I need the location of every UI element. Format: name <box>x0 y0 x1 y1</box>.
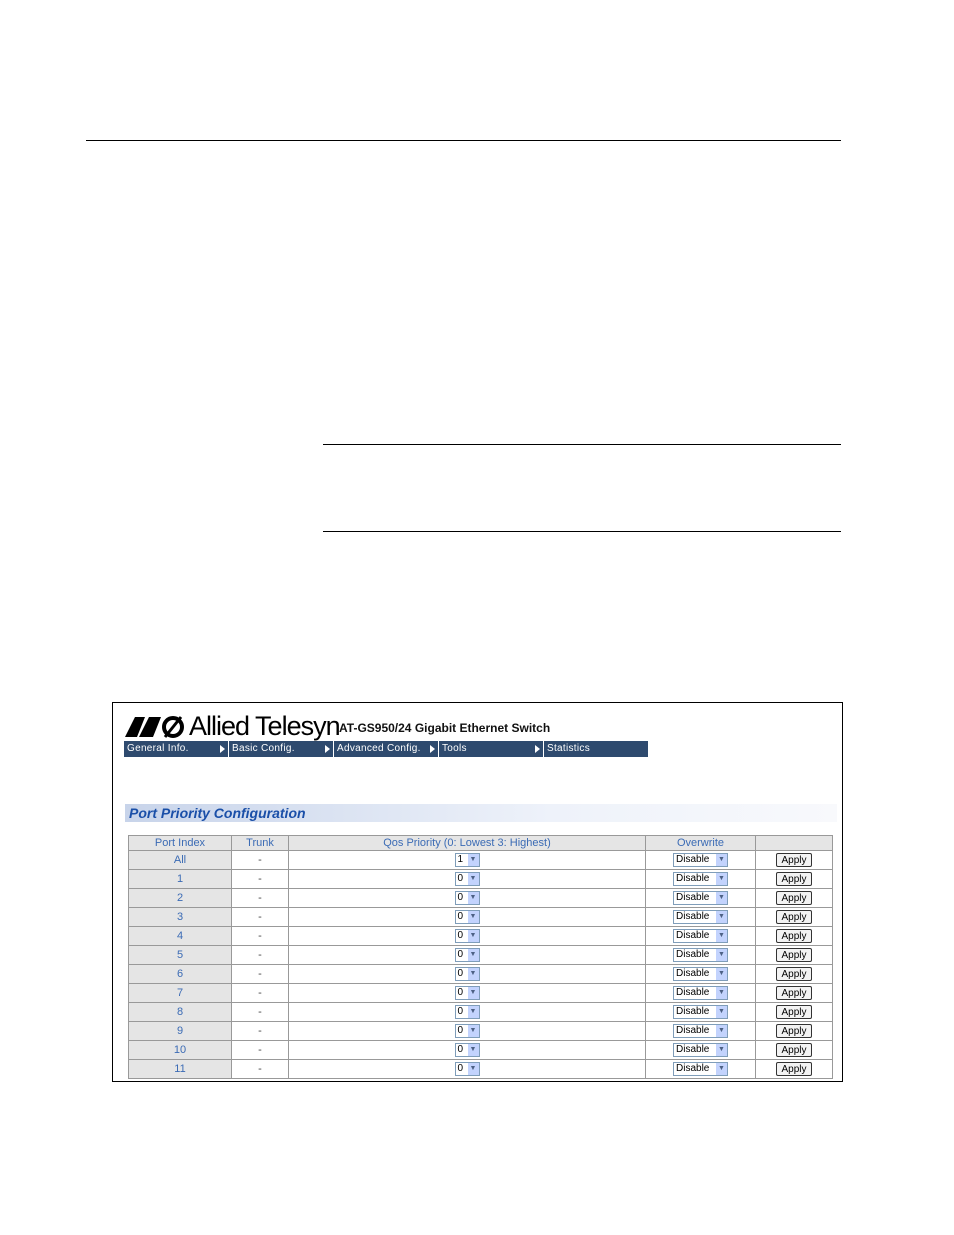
main-menu <box>124 741 649 757</box>
table-row <box>129 927 833 946</box>
apply-button[interactable]: Apply <box>776 967 811 981</box>
qos-priority-cell <box>289 1060 646 1079</box>
select-value: 1 <box>457 854 464 865</box>
qos-priority-select[interactable] <box>455 853 480 867</box>
apply-button[interactable]: Apply <box>776 891 811 905</box>
port-index-cell: 8 <box>129 1003 232 1022</box>
table-row <box>129 870 833 889</box>
qos-priority-select[interactable] <box>455 1043 480 1057</box>
chevron-down-icon[interactable]: ▼ <box>468 1063 479 1075</box>
port-index-cell: 3 <box>129 908 232 927</box>
port-index-cell: 7 <box>129 984 232 1003</box>
chevron-down-icon[interactable]: ▼ <box>716 968 727 980</box>
overwrite-select[interactable] <box>673 910 728 924</box>
select-value: 0 <box>457 1063 464 1074</box>
menu-basic-config[interactable] <box>229 741 333 757</box>
trunk-cell: - <box>232 927 289 946</box>
trunk-cell: - <box>232 965 289 984</box>
apply-cell <box>756 1022 833 1041</box>
chevron-down-icon[interactable]: ▼ <box>468 873 479 885</box>
brand-name: Allied Telesyn <box>189 711 340 741</box>
select-value: Disable <box>676 949 710 960</box>
qos-priority-cell <box>289 1041 646 1060</box>
qos-priority-cell <box>289 927 646 946</box>
chevron-down-icon[interactable]: ▼ <box>468 1044 479 1056</box>
select-value: Disable <box>676 987 710 998</box>
select-value: Disable <box>676 1025 710 1036</box>
select-value: Disable <box>676 892 710 903</box>
chevron-down-icon[interactable]: ▼ <box>716 1025 727 1037</box>
apply-button[interactable]: Apply <box>776 872 811 886</box>
apply-cell <box>756 1003 833 1022</box>
overwrite-cell <box>646 984 756 1003</box>
submenu-arrow-icon <box>430 745 435 753</box>
trunk-cell: - <box>232 984 289 1003</box>
model-name: AT-GS950/24 Gigabit Ethernet Switch <box>339 721 551 735</box>
overwrite-select[interactable] <box>673 853 728 867</box>
header-action <box>756 836 833 851</box>
overwrite-cell <box>646 908 756 927</box>
header-overwrite: Overwrite <box>646 836 756 851</box>
port-index-cell: 5 <box>129 946 232 965</box>
port-index-cell: 9 <box>129 1022 232 1041</box>
port-index-cell: 4 <box>129 927 232 946</box>
header-qos-priority: Qos Priority (0: Lowest 3: Highest) <box>289 836 646 851</box>
table-body <box>129 851 833 1079</box>
overwrite-cell <box>646 870 756 889</box>
port-index-cell: 10 <box>129 1041 232 1060</box>
menu-general-info[interactable] <box>124 741 228 757</box>
qos-priority-cell <box>289 851 646 870</box>
apply-cell <box>756 870 833 889</box>
chevron-down-icon[interactable]: ▼ <box>716 987 727 999</box>
chevron-down-icon[interactable]: ▼ <box>716 930 727 942</box>
port-index-cell: 1 <box>129 870 232 889</box>
menu-label: Statistics <box>547 743 591 754</box>
trunk-cell: - <box>232 1022 289 1041</box>
apply-button[interactable]: Apply <box>776 1005 811 1019</box>
select-value: Disable <box>676 854 710 865</box>
overwrite-cell <box>646 889 756 908</box>
table-row <box>129 984 833 1003</box>
overwrite-select[interactable] <box>673 1024 728 1038</box>
qos-priority-cell <box>289 965 646 984</box>
port-index-cell: 2 <box>129 889 232 908</box>
chevron-down-icon[interactable]: ▼ <box>716 911 727 923</box>
qos-priority-cell <box>289 870 646 889</box>
chevron-down-icon[interactable]: ▼ <box>468 892 479 904</box>
select-value: Disable <box>676 1006 710 1017</box>
overwrite-cell <box>646 965 756 984</box>
qos-priority-cell <box>289 946 646 965</box>
chevron-down-icon[interactable]: ▼ <box>716 949 727 961</box>
select-value: 0 <box>457 911 464 922</box>
menu-label: General Info. <box>127 743 189 754</box>
port-index-cell: All <box>129 851 232 870</box>
select-value: 0 <box>457 1006 464 1017</box>
select-value: 0 <box>457 873 464 884</box>
overwrite-select[interactable] <box>673 891 728 905</box>
chevron-down-icon[interactable]: ▼ <box>468 987 479 999</box>
menu-tools[interactable] <box>439 741 543 757</box>
qos-priority-select[interactable] <box>455 1005 480 1019</box>
select-value: Disable <box>676 873 710 884</box>
overwrite-select[interactable] <box>673 1005 728 1019</box>
apply-cell <box>756 946 833 965</box>
overwrite-cell <box>646 946 756 965</box>
chevron-down-icon[interactable]: ▼ <box>468 949 479 961</box>
select-value: 0 <box>457 968 464 979</box>
qos-priority-select[interactable] <box>455 891 480 905</box>
table-row <box>129 965 833 984</box>
qos-priority-select[interactable] <box>455 872 480 886</box>
port-index-cell: 11 <box>129 1060 232 1079</box>
apply-button[interactable]: Apply <box>776 853 811 867</box>
screenshot-frame <box>112 702 843 1082</box>
select-value: 0 <box>457 987 464 998</box>
menu-statistics[interactable] <box>544 741 648 757</box>
trunk-cell: - <box>232 870 289 889</box>
header-trunk: Trunk <box>232 836 289 851</box>
overwrite-cell <box>646 851 756 870</box>
trunk-cell: - <box>232 908 289 927</box>
overwrite-select[interactable] <box>673 967 728 981</box>
page-title: Port Priority Configuration <box>125 804 837 822</box>
qos-priority-cell <box>289 1022 646 1041</box>
submenu-arrow-icon <box>535 745 540 753</box>
table-row <box>129 1003 833 1022</box>
apply-cell <box>756 889 833 908</box>
qos-priority-cell <box>289 984 646 1003</box>
table-row <box>129 851 833 870</box>
note-rule-top <box>323 444 841 445</box>
select-value: 0 <box>457 892 464 903</box>
header-port-index: Port Index <box>129 836 232 851</box>
chevron-down-icon[interactable]: ▼ <box>716 1063 727 1075</box>
table-row <box>129 1041 833 1060</box>
overwrite-select[interactable] <box>673 929 728 943</box>
select-value: 0 <box>457 949 464 960</box>
chevron-down-icon[interactable]: ▼ <box>468 911 479 923</box>
select-value: Disable <box>676 930 710 941</box>
table-row <box>129 1022 833 1041</box>
overwrite-select[interactable] <box>673 1062 728 1076</box>
overwrite-cell <box>646 927 756 946</box>
select-value: Disable <box>676 1063 710 1074</box>
menu-label: Tools <box>442 743 467 754</box>
table-row <box>129 889 833 908</box>
trunk-cell: - <box>232 851 289 870</box>
chevron-down-icon[interactable]: ▼ <box>468 1006 479 1018</box>
table-row <box>129 1060 833 1079</box>
chevron-down-icon[interactable]: ▼ <box>716 892 727 904</box>
apply-button[interactable]: Apply <box>776 1024 811 1038</box>
select-value: 0 <box>457 1044 464 1055</box>
qos-priority-cell <box>289 1003 646 1022</box>
select-value: 0 <box>457 1025 464 1036</box>
chevron-down-icon[interactable]: ▼ <box>716 854 727 866</box>
chevron-down-icon[interactable]: ▼ <box>468 968 479 980</box>
apply-cell <box>756 984 833 1003</box>
overwrite-cell <box>646 1041 756 1060</box>
chevron-down-icon[interactable]: ▼ <box>716 873 727 885</box>
overwrite-select[interactable] <box>673 948 728 962</box>
overwrite-select[interactable] <box>673 872 728 886</box>
chevron-down-icon[interactable]: ▼ <box>468 930 479 942</box>
table-header-row <box>129 836 833 851</box>
qos-priority-cell <box>289 889 646 908</box>
table-row <box>129 908 833 927</box>
note-rule-bottom <box>323 531 841 532</box>
trunk-cell: - <box>232 889 289 908</box>
select-value: Disable <box>676 968 710 979</box>
chevron-down-icon[interactable]: ▼ <box>716 1006 727 1018</box>
apply-button[interactable]: Apply <box>776 929 811 943</box>
table-row <box>129 946 833 965</box>
menu-label: Basic Config. <box>232 743 295 754</box>
overwrite-cell <box>646 1060 756 1079</box>
trunk-cell: - <box>232 1060 289 1079</box>
logo-mark-icon <box>125 715 185 739</box>
qos-priority-select[interactable] <box>455 986 480 1000</box>
apply-cell <box>756 1060 833 1079</box>
port-priority-table <box>128 835 833 1079</box>
overwrite-cell <box>646 1022 756 1041</box>
qos-priority-cell <box>289 908 646 927</box>
trunk-cell: - <box>232 946 289 965</box>
menu-label: Advanced Config. <box>337 743 421 754</box>
submenu-arrow-icon <box>325 745 330 753</box>
overwrite-select[interactable] <box>673 986 728 1000</box>
menu-advanced-config[interactable] <box>334 741 438 757</box>
trunk-cell: - <box>232 1003 289 1022</box>
apply-button[interactable]: Apply <box>776 986 811 1000</box>
apply-cell <box>756 927 833 946</box>
apply-button[interactable]: Apply <box>776 948 811 962</box>
qos-priority-select[interactable] <box>455 910 480 924</box>
apply-cell <box>756 965 833 984</box>
submenu-arrow-icon <box>220 745 225 753</box>
qos-priority-select[interactable] <box>455 929 480 943</box>
chevron-down-icon[interactable]: ▼ <box>468 1025 479 1037</box>
overwrite-select[interactable] <box>673 1043 728 1057</box>
port-index-cell: 6 <box>129 965 232 984</box>
chevron-down-icon[interactable]: ▼ <box>716 1044 727 1056</box>
overwrite-cell <box>646 1003 756 1022</box>
trunk-cell: - <box>232 1041 289 1060</box>
qos-priority-select[interactable] <box>455 1024 480 1038</box>
qos-priority-select[interactable] <box>455 948 480 962</box>
qos-priority-select[interactable] <box>455 1062 480 1076</box>
apply-button[interactable]: Apply <box>776 1062 811 1076</box>
chevron-down-icon[interactable]: ▼ <box>468 854 479 866</box>
top-rule <box>86 140 841 141</box>
select-value: 0 <box>457 930 464 941</box>
apply-button[interactable]: Apply <box>776 1043 811 1057</box>
select-value: Disable <box>676 1044 710 1055</box>
select-value: Disable <box>676 911 710 922</box>
apply-cell <box>756 908 833 927</box>
allied-telesyn-logo <box>125 709 340 739</box>
apply-cell <box>756 1041 833 1060</box>
apply-button[interactable]: Apply <box>776 910 811 924</box>
qos-priority-select[interactable] <box>455 967 480 981</box>
apply-cell <box>756 851 833 870</box>
